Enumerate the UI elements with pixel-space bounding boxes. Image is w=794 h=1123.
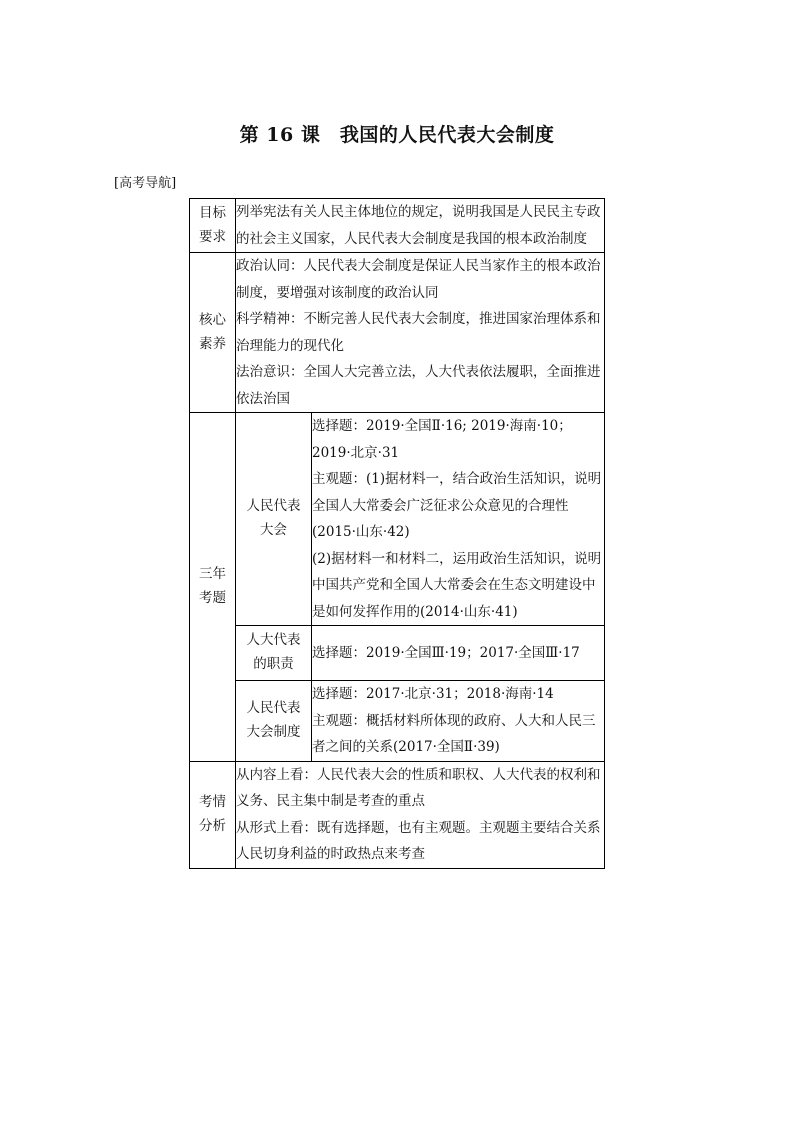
section-label-exam-guide: [高考导航]: [114, 176, 177, 191]
deputy-duty-choice: 选择题：2019·全国Ⅲ·19；2017·全国Ⅲ·17: [312, 644, 580, 661]
analysis-content: 从内容上看：人民代表大会的性质和职权、人大代表的权利和义务、民主集中制是考查的重点: [236, 766, 601, 809]
page-title: 第 16 课 我国的人民代表大会制度: [239, 124, 555, 146]
goal-text-cell: [236, 199, 605, 253]
system-label: 人民代表大会制度: [246, 700, 301, 740]
literacy-text-cell: [236, 253, 605, 413]
npc-subjective-1-source: (2015·山东·42): [312, 524, 410, 540]
literacy-scientific-spirit: 科学精神：不断完善人民代表大会制度，推进国家治理体系和治理能力的现代化: [236, 311, 601, 354]
goal-label: 目标要求: [199, 204, 226, 245]
row-exams-npc: [190, 413, 605, 626]
literacy-label: 核心素养: [199, 311, 226, 352]
row-exams-deputy-duty: [190, 626, 605, 681]
system-choice: 选择题：2017·北京·31；2018·海南·14: [312, 686, 554, 702]
exam-guide-table: [189, 198, 605, 869]
deputy-duty-label: 人大代表的职责: [246, 632, 301, 673]
literacy-rule-of-law: 法治意识：全国人大完善立法，人大代表依法履职，全面推进依法治国: [236, 364, 601, 407]
literacy-political-identity: 政治认同：人民代表大会制度是保证人民当家作主的根本政治制度，要增强对该制度的政治认同: [236, 258, 601, 301]
npc-choice: 选择题：2019·全国Ⅱ·16; 2019·海南·10；2019·北京·31: [312, 418, 572, 461]
analysis-form: 从形式上看：既有选择题，也有主观题。主观题主要结合关系人民切身利益的时政热点来考查: [236, 819, 601, 862]
goal-text: 列举宪法有关人民主体地位的规定，说明我国是人民民主专政的社会主义国家，人民代表大会制度是我国的根本政治制度: [236, 204, 601, 247]
deputy-duty-label-cell: [236, 626, 312, 681]
npc-label-cell: [236, 413, 312, 626]
system-text-cell: [312, 681, 605, 762]
goal-label-cell: [190, 199, 236, 253]
system-label-cell: [236, 681, 312, 762]
deputy-duty-text-cell: [312, 626, 605, 681]
row-goal: [190, 199, 605, 253]
analysis-label-cell: [190, 761, 236, 868]
npc-text-cell: [312, 413, 605, 626]
npc-label: 人民代表大会: [246, 498, 301, 539]
row-exams-system: [190, 681, 605, 762]
row-analysis: [190, 761, 605, 868]
row-literacy: [190, 253, 605, 413]
exams-label: 三年考题: [199, 566, 226, 606]
exams-label-cell: [190, 413, 236, 762]
literacy-label-cell: [190, 253, 236, 413]
analysis-label: 考情分析: [199, 793, 226, 834]
analysis-text-cell: [236, 761, 605, 868]
npc-subjective-2: (2)据材料一和材料二，运用政治生活知识，说明中国共产党和全国人大常委会在生态文明建设中是如何发挥作用的(2014·山东·41): [312, 550, 602, 620]
system-subjective: 主观题：概括材料所体现的政府、人大和人民三者之间的关系(2017·全国Ⅱ·39): [312, 712, 596, 755]
npc-subjective-1: 主观题：(1)据材料一，结合政治生活知识，说明全国人大常委会广泛征求公众意见的合理性: [312, 471, 602, 514]
